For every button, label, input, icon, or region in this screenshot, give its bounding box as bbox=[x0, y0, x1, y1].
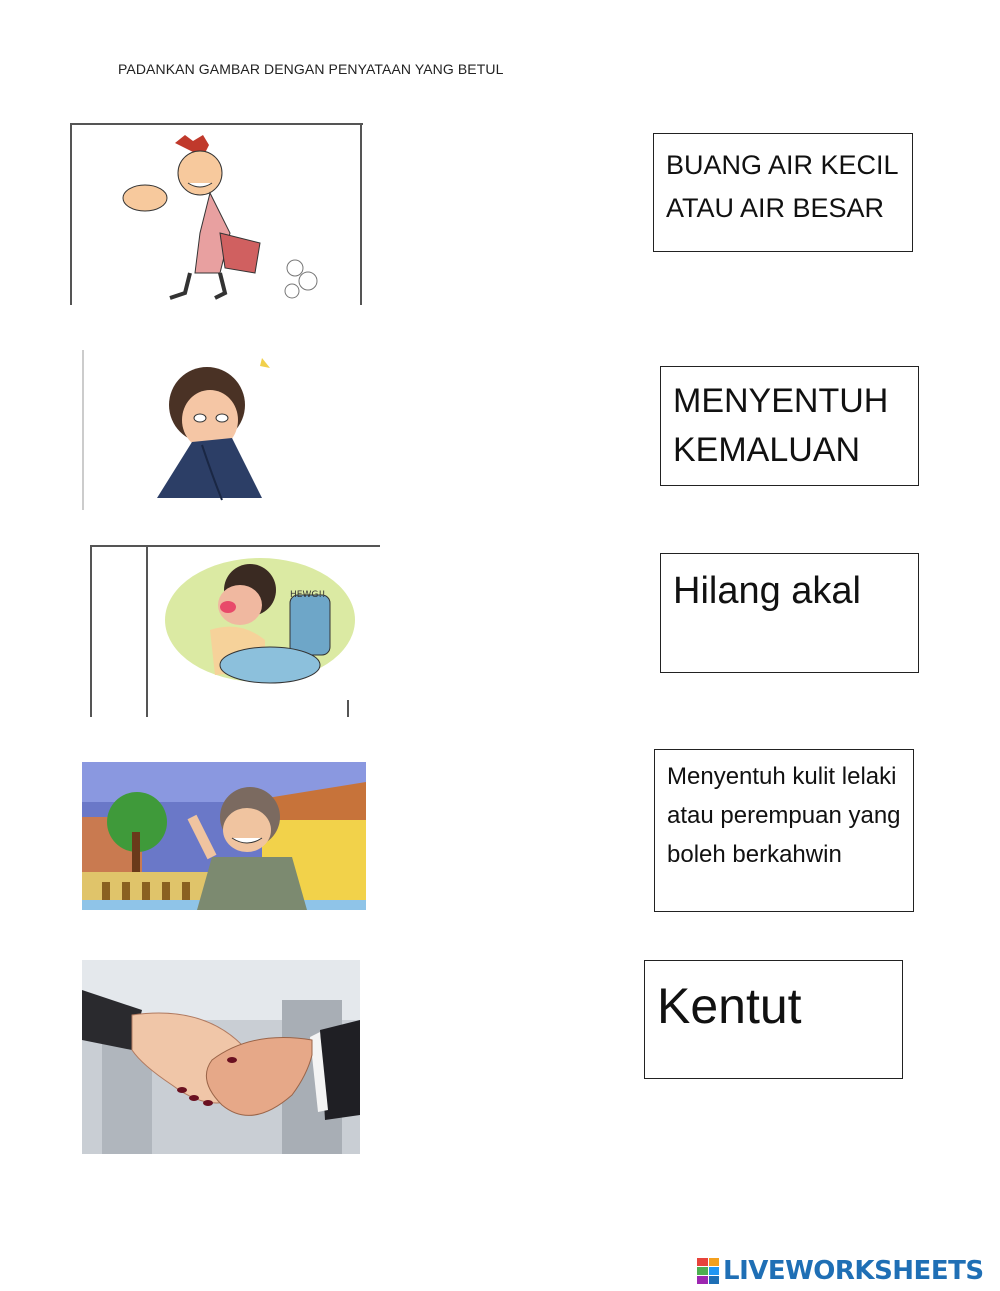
statement-text-5: Kentut bbox=[657, 978, 802, 1034]
child-on-toilet-illustration bbox=[90, 545, 380, 717]
statement-text-2: MENYENTUH KEMALUAN bbox=[673, 382, 889, 469]
picture-dizzy-man[interactable] bbox=[82, 762, 366, 910]
picture-child-covering-face[interactable] bbox=[82, 350, 356, 510]
statement-box-5[interactable] bbox=[644, 960, 903, 1079]
svg-text:HEWG!!: HEWG!! bbox=[290, 590, 326, 600]
logo-text: LIVEWORKSHEETS bbox=[723, 1256, 984, 1286]
statement-box-2[interactable] bbox=[660, 366, 919, 486]
statement-text-1: BUANG AIR KECIL ATAU AIR BESAR bbox=[666, 150, 898, 223]
picture-handshake[interactable] bbox=[82, 960, 360, 1154]
dizzy-man-illustration bbox=[82, 762, 366, 910]
liveworksheets-logo[interactable] bbox=[697, 1254, 984, 1288]
picture-man-passing-gas[interactable] bbox=[70, 123, 363, 305]
picture-child-on-toilet[interactable] bbox=[90, 545, 380, 717]
statement-text-4: Menyentuh kulit lelaki atau perempuan yang boleh berkahwin bbox=[667, 763, 901, 868]
statement-box-1[interactable] bbox=[653, 133, 913, 252]
statement-box-4[interactable] bbox=[654, 749, 914, 912]
man-passing-gas-illustration bbox=[70, 123, 363, 305]
child-covering-face-illustration bbox=[82, 350, 356, 510]
statement-text-3: Hilang akal bbox=[673, 570, 861, 612]
logo-mark-icon bbox=[697, 1258, 719, 1284]
statement-box-3[interactable] bbox=[660, 553, 919, 673]
instruction-title: PADANKAN GAMBAR DENGAN PENYATAAN YANG BETUL bbox=[118, 61, 504, 77]
handshake-illustration bbox=[82, 960, 360, 1154]
